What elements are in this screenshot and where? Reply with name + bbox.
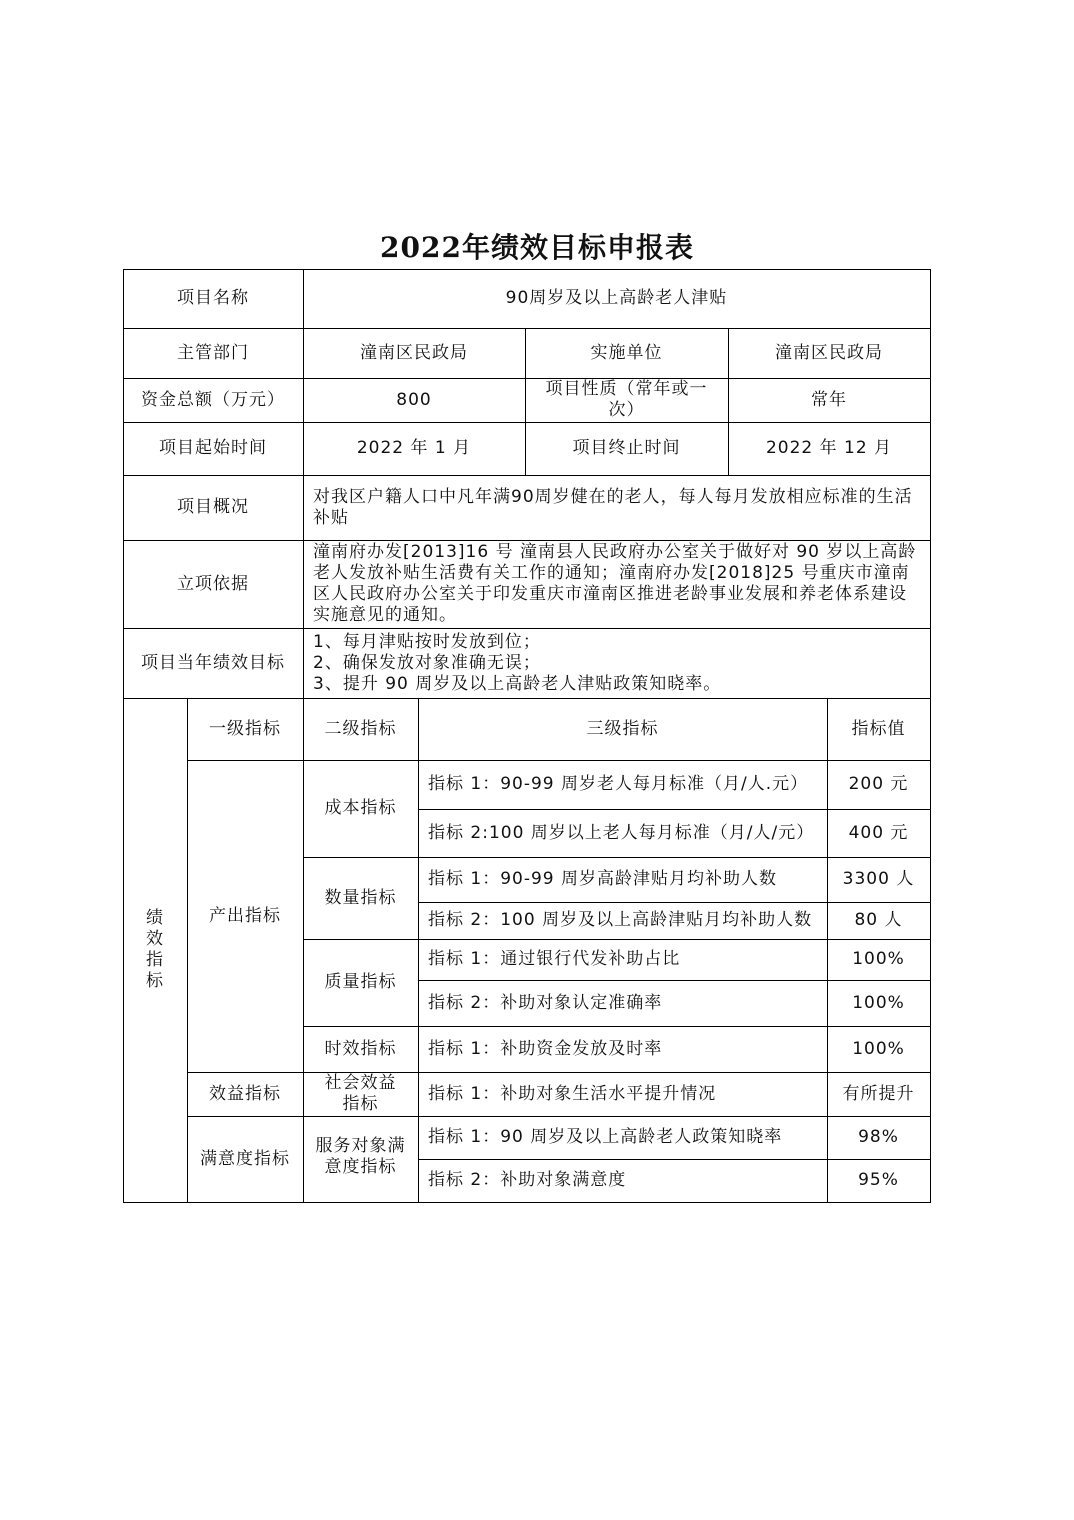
header-value: 指标值 xyxy=(851,718,906,739)
indicator-value: 98% xyxy=(858,1127,899,1147)
indicator-value: 100% xyxy=(852,1038,905,1059)
indicator-value: 3300 人 xyxy=(842,869,915,889)
header-level3: 三级指标 xyxy=(586,718,659,739)
timeliness-indicator-label: 时效指标 xyxy=(324,1038,397,1059)
social-benefit-indicator-label: 社会效益指标 xyxy=(324,1073,397,1114)
page-title: 2022年绩效目标申报表 xyxy=(380,231,694,264)
indicator-row: 指标 1：补助对象生活水平提升情况 xyxy=(428,1083,717,1104)
indicator-row: 指标 2：补助对象认定准确率 xyxy=(428,992,663,1013)
funds-label: 资金总额（万元） xyxy=(141,389,285,410)
output-indicator-label: 产出指标 xyxy=(209,905,281,926)
project-nature-value: 常年 xyxy=(811,389,847,410)
indicator-value: 100% xyxy=(852,949,905,969)
indicator-value: 95% xyxy=(858,1170,899,1190)
header-level1: 一级指标 xyxy=(209,718,281,739)
start-time-value: 2022 年 1 月 xyxy=(356,438,472,458)
goal-item: 3、提升 90 周岁及以上高龄老人津贴政策知晓率。 xyxy=(313,673,722,694)
department-value: 潼南区民政局 xyxy=(360,342,468,363)
indicator-row: 指标 2：补助对象满意度 xyxy=(428,1170,627,1190)
satisfaction-indicator-label: 满意度指标 xyxy=(200,1148,290,1169)
start-time-label: 项目起始时间 xyxy=(159,438,267,458)
indicator-value: 400 元 xyxy=(848,822,909,843)
end-time-label: 项目终止时间 xyxy=(572,438,681,458)
implementing-unit-value: 潼南区民政局 xyxy=(775,342,883,363)
project-name-label: 项目名称 xyxy=(177,288,249,308)
indicator-value: 80 人 xyxy=(854,910,903,930)
service-satisfaction-indicator-label: 服务对象满意度指标 xyxy=(315,1136,406,1177)
funds-value: 800 xyxy=(396,389,432,410)
cost-indicator-label: 成本指标 xyxy=(324,798,397,818)
indicator-row: 指标 1：90-99 周岁高龄津贴月均补助人数 xyxy=(428,869,778,889)
indicator-row: 指标 2:100 周岁以上老人每月标准（月/人/元） xyxy=(428,822,815,843)
indicator-row: 指标 1：补助资金发放及时率 xyxy=(428,1038,663,1059)
end-time-value: 2022 年 12 月 xyxy=(765,438,893,458)
quality-indicator-label: 质量指标 xyxy=(324,972,397,992)
implementing-unit-label: 实施单位 xyxy=(590,342,663,363)
basis-value: 潼南府办发[2013]16 号 潼南县人民政府办公室关于做好对 90 岁以上高龄老人发放补贴生活费有关工作的通知；潼南府办发[2018]25 号重庆市潼南区人民政府办公室关于印发重庆市潼南区推进老龄事业发展和养老体系建设实施意见的通知。 xyxy=(313,542,917,625)
goals-list xyxy=(303,628,930,698)
department-label: 主管部门 xyxy=(177,342,249,363)
goals-label: 项目当年绩效目标 xyxy=(141,652,285,673)
indicator-value: 有所提升 xyxy=(842,1083,915,1104)
indicator-row: 指标 2：100 周岁及以上高龄津贴月均补助人数 xyxy=(428,910,813,930)
overview-value: 对我区户籍人口中凡年满90周岁健在的老人，每人每月发放相应标准的生活补贴 xyxy=(313,486,913,528)
basis-label: 立项依据 xyxy=(177,573,249,594)
quantity-indicator-label: 数量指标 xyxy=(324,887,397,908)
performance-side-label: 绩 效 指 标 xyxy=(146,908,164,991)
goal-item: 2、确保发放对象准确无误； xyxy=(313,652,541,673)
goal-item: 1、每月津贴按时发放到位； xyxy=(313,631,541,652)
indicator-value: 100% xyxy=(852,992,905,1013)
overview-label: 项目概况 xyxy=(177,497,249,517)
indicator-row: 指标 1：90 周岁及以上高龄老人政策知晓率 xyxy=(428,1127,783,1147)
indicator-value: 200 元 xyxy=(848,774,909,794)
indicator-row: 指标 1：90-99 周岁老人每月标准（月/人.元） xyxy=(428,774,809,794)
indicator-row: 指标 1：通过银行代发补助占比 xyxy=(428,949,681,969)
benefit-indicator-label: 效益指标 xyxy=(209,1083,281,1104)
project-name-value: 90周岁及以上高龄老人津贴 xyxy=(505,288,728,308)
header-level2: 二级指标 xyxy=(324,718,397,739)
project-nature-label: 项目性质（常年或一次） xyxy=(545,379,708,420)
